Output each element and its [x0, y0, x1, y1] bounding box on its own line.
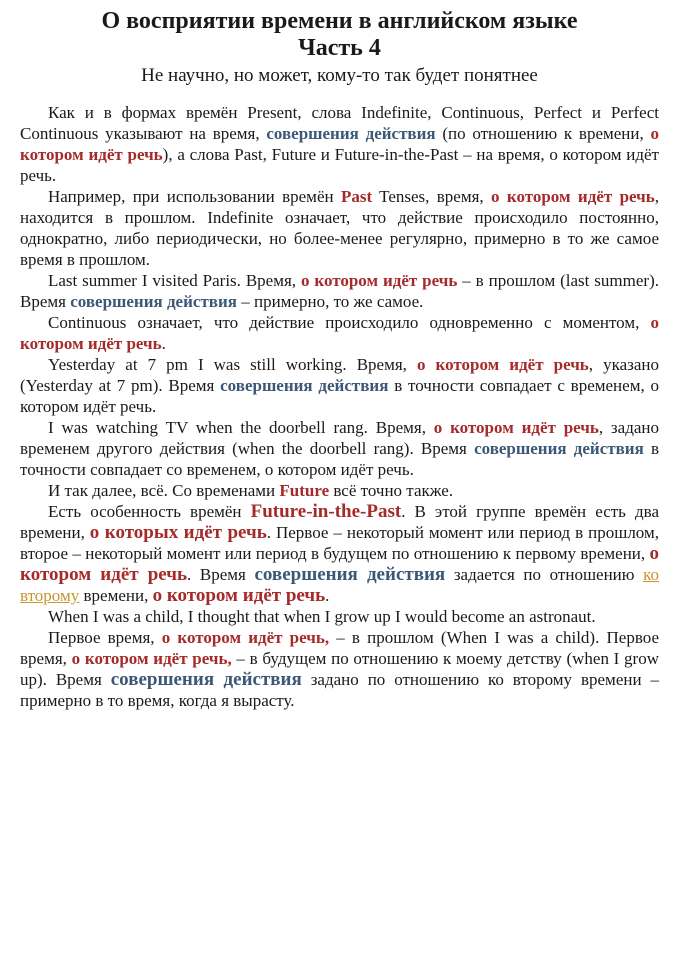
- title-line-2: Часть 4: [298, 35, 381, 61]
- text-run: – в будущем по отношению к моему детству (when I grow up). Время: [20, 649, 659, 689]
- text-run: в точности совпадает с временем, о котором идёт речь.: [20, 376, 659, 416]
- highlight-action-time: совершения действия: [220, 376, 389, 395]
- text-run: Last summer I visited Paris. Время,: [48, 271, 301, 290]
- highlight-action-time: совершения действия: [474, 439, 644, 458]
- text-run: – в прошлом (When I was a child). Первое время,: [20, 628, 659, 668]
- text-run: . Время: [187, 565, 255, 584]
- highlight-reference-time: о котором идёт речь: [433, 418, 599, 437]
- text-run: (по отношению к времени,: [435, 124, 651, 143]
- text-run: I was watching TV when the doorbell rang. Время,: [48, 418, 434, 437]
- highlight-tense-future-in-the-past: Future-in-the-Past: [250, 501, 402, 522]
- highlight-action-time: совершения действия: [70, 292, 237, 311]
- text-run: Есть особенность времён: [48, 502, 251, 521]
- highlight-reference-time: о которых идёт речь: [89, 522, 267, 543]
- text-run: всё точно также.: [329, 481, 454, 500]
- text-run: ), а слова Past, Future и Future-in-the-Past – на время, о котором идёт речь.: [20, 145, 659, 185]
- text-run: .: [161, 334, 166, 353]
- text-run: Например, при использовании времён: [48, 187, 341, 206]
- text-run: , указано (Yesterday at 7 pm). Время: [20, 355, 659, 395]
- text-run: , находится в прошлом. Indefinite означает, что действие происходило постоянно, однократно, либо периодически, но более-менее регулярно, примерно в то же самое время в прошлом.: [20, 187, 659, 269]
- document-body: [20, 102, 659, 711]
- paragraph-6: [20, 417, 659, 480]
- highlight-reference-time: о котором идёт речь: [491, 187, 655, 206]
- text-run: .: [325, 586, 330, 605]
- paragraph-9: [20, 606, 659, 627]
- highlight-tense-future: Future: [279, 481, 330, 500]
- paragraph-10: [20, 627, 659, 711]
- highlight-action-time: совершения действия: [266, 124, 436, 143]
- text-run: Yesterday at 7 pm I was still working. Время,: [48, 355, 417, 374]
- paragraph-7: [20, 480, 659, 501]
- text-run: . Первое – некоторый момент или период в прошлом, второе – некоторый момент или период в будущем по отношению к первому времени,: [20, 523, 659, 563]
- highlight-reference-time: о котором идёт речь: [300, 271, 458, 290]
- paragraph-5: [20, 354, 659, 417]
- paragraph-2: [20, 186, 659, 270]
- text-run: И так далее, всё. Со временами: [48, 481, 280, 500]
- highlight-action-time: совершения действия: [110, 669, 302, 690]
- highlight-action-time: совершения действия: [254, 564, 446, 585]
- paragraph-1: [20, 102, 659, 186]
- text-run: Первое время,: [48, 628, 162, 647]
- highlight-reference-time: о котором идёт речь: [20, 543, 659, 585]
- text-run: Tenses, время,: [372, 187, 492, 206]
- title-line-1: О восприятии времени в английском языке: [101, 8, 578, 34]
- highlight-reference-time: о котором идёт речь: [416, 355, 589, 374]
- paragraph-8: [20, 501, 659, 606]
- document-subtitle: Не научно, но может, кому-то так будет понятнее: [141, 65, 538, 86]
- highlight-reference-time: о котором идёт речь,: [71, 649, 232, 668]
- text-run: . В этой группе времён есть два времени,: [20, 502, 659, 542]
- document-title: [20, 8, 659, 62]
- highlight-reference-time: о котором идёт речь: [20, 124, 659, 164]
- highlight-tense-past: Past: [340, 187, 373, 206]
- text-run: , задано временем другого действия (when the doorbell rang). Время: [20, 418, 659, 458]
- text-run: Как и в формах времён Present, слова Indefinite, Continuous, Perfect и Perfect Continuous указывают на время,: [20, 103, 659, 143]
- highlight-reference-time: о котором идёт речь: [20, 313, 659, 353]
- highlight-reference-time: о котором идёт речь,: [161, 628, 330, 647]
- text-run: в точности совпадает со временем, о котором идёт речь.: [20, 439, 660, 479]
- text-run: Continuous означает, что действие происходило одновременно с моментом,: [48, 313, 651, 332]
- text-run: – примерно, то же самое.: [236, 292, 424, 311]
- highlight-reference-time: о котором идёт речь: [152, 585, 326, 606]
- paragraph-4: [20, 312, 659, 354]
- text-run: – в прошлом (last summer). Время: [20, 271, 659, 311]
- paragraph-3: [20, 270, 659, 312]
- text-run: задается по отношению: [445, 565, 644, 584]
- text-run: When I was a child, I thought that when I grow up I would become an astronaut.: [48, 607, 596, 626]
- text-run: времени,: [79, 586, 153, 605]
- highlight-second-time: ко второму: [20, 565, 659, 605]
- text-run: задано по отношению ко второму времени – примерно в то время, когда я вырасту.: [20, 670, 659, 710]
